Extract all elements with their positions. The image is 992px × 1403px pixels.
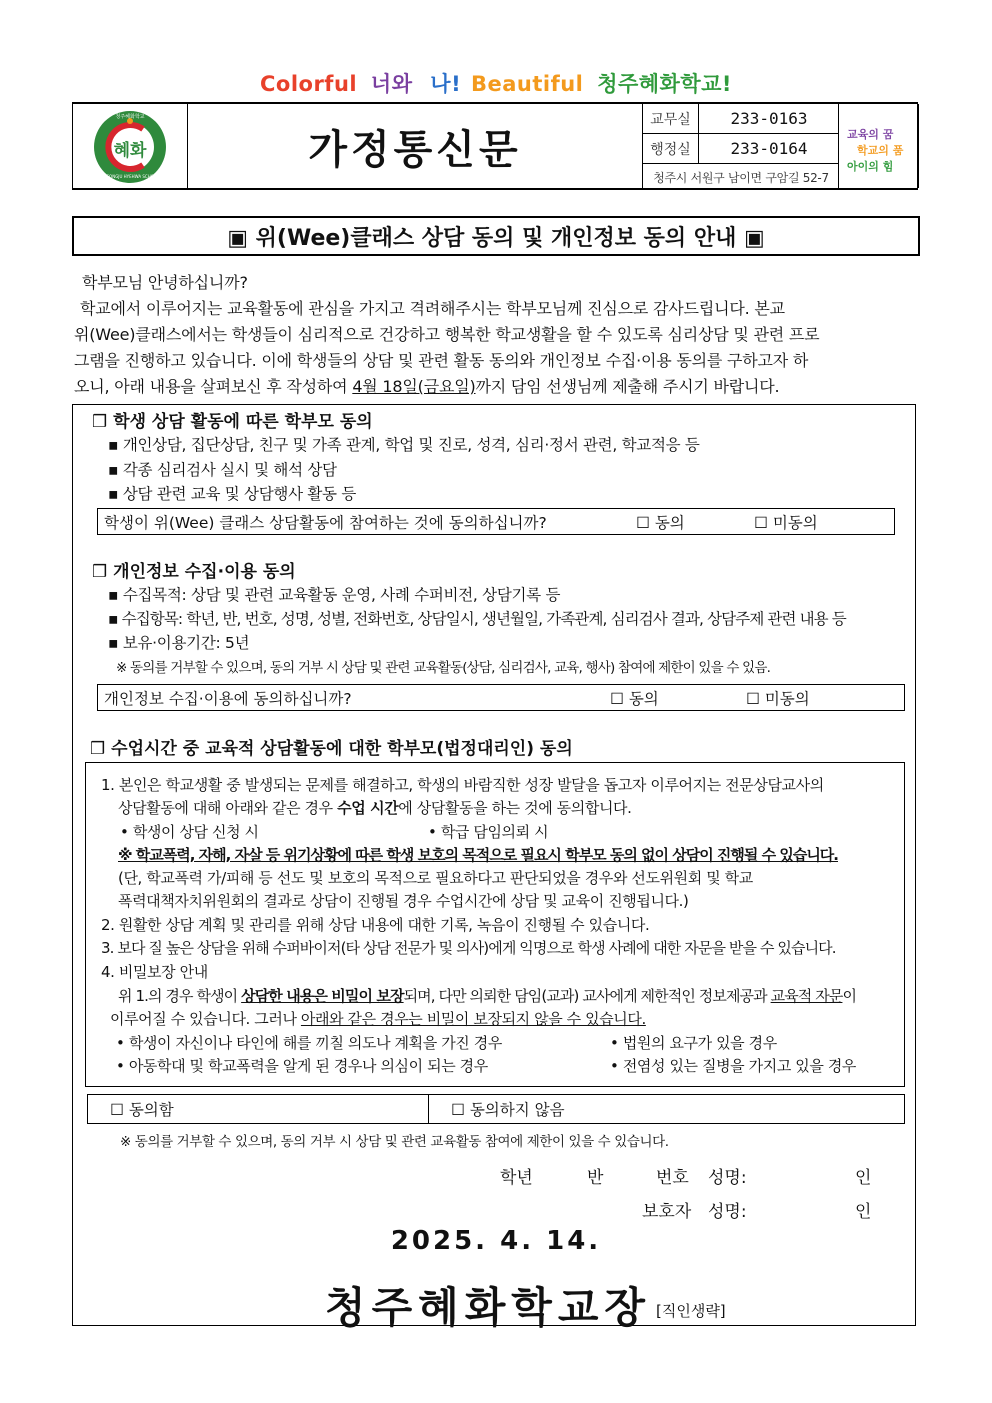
section2-question-box xyxy=(97,684,905,711)
section2-note: ※ 동의를 거부할 수 있으며, 동의 거부 시 상담 및 관련 교육활동(상담, 심리검사, 교육, 행사) 참여에 제한이 있을 수 있음. xyxy=(116,660,771,676)
sig-class: 반 xyxy=(587,1168,604,1188)
logo-text: 혜화 xyxy=(113,141,147,161)
sig-grade: 학년 xyxy=(500,1168,533,1188)
consent-item-4: 4. 비밀보장 안내 xyxy=(101,963,208,981)
title-cell xyxy=(188,104,643,188)
contact-value: 233-0164 xyxy=(730,139,808,158)
confidentiality-text: 되며, 다만 의뢰한 담임(교과) 교사에게 제한적인 정보제공과 xyxy=(403,987,771,1005)
intro-line-4c: 까지 담임 선생님께 제출해 주시기 바랍니다. xyxy=(475,377,780,396)
slogan-colorful: Colorful xyxy=(259,72,358,96)
sig-name-label: 성명: xyxy=(708,1168,747,1188)
slogan-me: 나! xyxy=(430,72,462,96)
section3-agree-row xyxy=(87,1094,905,1124)
section2-item: ▪ 수집목적: 상담 및 관련 교육활동 운영, 사례 수퍼비전, 상담기록 등 xyxy=(108,586,561,604)
letter-header xyxy=(72,102,918,190)
section2-question: 개인정보 수집·이용에 동의하십니까? xyxy=(104,689,352,708)
exception-abuse: • 아동학대 및 학교폭력을 알게 된 경우나 의심이 되는 경우 xyxy=(116,1057,488,1075)
section1-agree-checkbox[interactable]: ☐ 동의 xyxy=(636,513,685,532)
sig-guardian: 보호자 xyxy=(642,1202,692,1222)
page-title: 가정통신문 xyxy=(308,126,522,173)
consent-case-student: • 학생이 상담 신청 시 xyxy=(120,823,259,841)
brand-cell xyxy=(839,104,919,188)
consent-item-1a: 1. 본인은 학교생활 중 발생되는 문제를 해결하고, 학생의 바람직한 성장 발달을 돕고자 이루어지는 전문상담교사의 xyxy=(101,776,824,794)
contact-cell xyxy=(643,104,839,188)
issue-date: 2025. 4. 14. xyxy=(390,1226,602,1256)
intro-line-3: 그램을 진행하고 있습니다. 이에 학생들의 상담 및 관련 활동 동의와 개인정보 수집·이용 동의를 구하고자 하 xyxy=(74,351,809,370)
section1-item: ▪ 개인상담, 집단상담, 친구 및 가족 관계, 학업 및 진로, 성격, 심리·정서 관련, 학교적응 등 xyxy=(108,436,700,454)
consent-item-2: 2. 원활한 상담 계획 및 관리를 위해 상담 내용에 대한 기록, 녹음이 진행될 수 있습니다. xyxy=(101,916,650,934)
consent-item-1f: 폭력대책자치위원회의 결과로 상담이 진행될 경우 수업시간에 상담 및 교육이 진행됩니다.) xyxy=(118,892,689,910)
section2-item: ▪ 수집항목: 학년, 반, 번호, 성명, 성별, 전화번호, 상담일시, 생년월일, 가족관계, 심리검사 결과, 상담주제 관련 내용 등 xyxy=(108,610,846,628)
banner-title: ▣ 위(Wee)클래스 상담 동의 및 개인정보 동의 안내 ▣ xyxy=(227,225,765,251)
seal-note: [직인생략] xyxy=(656,1302,726,1320)
contact-row-office xyxy=(643,104,839,134)
section1-question-box xyxy=(97,508,895,535)
section1-disagree-checkbox[interactable]: ☐ 미동의 xyxy=(754,513,818,532)
sig-number: 번호 xyxy=(656,1168,689,1188)
consent-case-teacher: • 학급 담임의뢰 시 xyxy=(428,823,549,841)
section3-disagree-checkbox[interactable]: ☐ 동의하지 않음 xyxy=(451,1101,565,1119)
contact-value: 233-0163 xyxy=(730,109,808,128)
sig-guardian-name-label: 성명: xyxy=(708,1202,747,1222)
intro-greeting: 학부모님 안녕하십니까? xyxy=(82,273,248,292)
school-address: 청주시 서원구 남이면 구암길 52-7 xyxy=(653,170,829,185)
logo-ring-bottom: CHEONGJU HYEHWA SCHOOL xyxy=(100,174,160,179)
contact-label: 교무실 xyxy=(643,104,699,133)
confidentiality-exception-emphasis: 아래와 같은 경우는 비밀이 보장되지 않을 수 있습니다. xyxy=(300,1010,646,1028)
section1-question: 학생이 위(Wee) 클래스 상담활동에 참여하는 것에 동의하십니까? xyxy=(104,513,547,532)
notice-banner xyxy=(72,216,920,256)
section2-item: ▪ 보유·이용기간: 5년 xyxy=(108,634,250,652)
exception-self-harm: • 학생이 자신이나 타인에 해를 끼칠 의도나 계획을 가진 경우 xyxy=(116,1034,502,1052)
consent-item-1b xyxy=(118,797,632,818)
contact-label: 행정실 xyxy=(643,134,699,163)
exception-court: • 법원의 요구가 있을 경우 xyxy=(610,1034,777,1052)
school-slogan xyxy=(0,68,992,98)
confidentiality-text: 위 1.의 경우 학생이 xyxy=(118,987,242,1005)
contact-row-admin xyxy=(643,134,839,164)
intro-line-2: 위(Wee)클래스에서는 학생들이 심리적으로 건강하고 행복한 학교생활을 할 수 있도록 심리상담 및 관련 프로 xyxy=(74,325,820,344)
due-date: 4월 18일(금요일) xyxy=(352,377,476,396)
exception-disease: • 전염성 있는 질병을 가지고 있을 경우 xyxy=(610,1057,857,1075)
school-logo-cell xyxy=(73,104,188,188)
sig-stamp: 인 xyxy=(855,1168,872,1188)
confidentiality-line-2 xyxy=(110,1008,646,1029)
slogan-beautiful: Beautiful xyxy=(470,72,584,96)
consent-item-1b-post: 에 상담활동을 하는 것에 동의합니다. xyxy=(398,799,632,817)
section3-title: ❒ 수업시간 중 교육적 상담활동에 대한 학부모(법정대리인) 동의 xyxy=(90,739,573,759)
slogan-you-and: 너와 xyxy=(370,72,413,96)
intro-line-4 xyxy=(74,374,779,397)
brand-line-3: 아이의 힘 xyxy=(847,160,894,173)
intro-line-1: 학교에서 이루어지는 교육활동에 관심을 가지고 격려해주시는 학부모님께 진심으로 감사드립니다. 본교 xyxy=(80,299,785,318)
section1-item: ▪ 상담 관련 교육 및 상담행사 활동 등 xyxy=(108,485,357,503)
brand-line-2: 학교의 품 xyxy=(857,144,904,157)
section3-note: ※ 동의를 거부할 수 있으며, 동의 거부 시 상담 및 관련 교육활동 참여에 제한이 있을 수 있습니다. xyxy=(120,1134,669,1150)
educational-advice-emphasis: 교육적 자문 xyxy=(770,987,843,1005)
section2-disagree-checkbox[interactable]: ☐ 미동의 xyxy=(746,689,810,708)
consent-item-1e: (단, 학교폭력 가/피해 등 선도 및 보호의 목적으로 필요하다고 판단되었을 경우와 선도위원회 및 학교 xyxy=(118,869,753,887)
logo-ring-top: 청주혜화학교 xyxy=(115,114,145,120)
slogan-school: 청주혜화학교! xyxy=(597,72,732,96)
sig-guardian-stamp: 인 xyxy=(855,1202,872,1222)
section3-agree-checkbox[interactable]: ☐ 동의함 xyxy=(88,1095,429,1123)
intro-line-4a: 오니, 아래 내용을 살펴보신 후 작성하여 xyxy=(74,377,353,396)
confidentiality-text: 이루어질 수 있습니다. 그러나 xyxy=(110,1010,301,1028)
brand-line-1: 교육의 꿈 xyxy=(847,128,894,141)
confidentiality-emphasis: 상담한 내용은 비밀이 보장 xyxy=(241,987,404,1005)
confidentiality-line-1 xyxy=(118,985,856,1006)
consent-item-1b-pre: 상담활동에 대해 아래와 같은 경우 xyxy=(118,799,338,817)
class-time-emphasis: 수업 시간 xyxy=(337,799,399,817)
section1-item: ▪ 각종 심리검사 실시 및 해석 상담 xyxy=(108,461,337,479)
crisis-notice: ※ 학교폭력, 자해, 자살 등 위기상황에 따른 학생 보호의 목적으로 필요시 학부모 동의 없이 상담이 진행될 수 있습니다. xyxy=(118,846,838,864)
section2-agree-checkbox[interactable]: ☐ 동의 xyxy=(610,689,659,708)
section2-title: ❒ 개인정보 수집·이용 동의 xyxy=(92,562,296,582)
confidentiality-text: 이 xyxy=(842,987,857,1005)
principal-name: 청주혜화학교장 xyxy=(325,1283,652,1332)
section1-title: ❒ 학생 상담 활동에 따른 학부모 동의 xyxy=(92,412,373,432)
consent-item-3: 3. 보다 질 높은 상담을 위해 수퍼바이저(타 상담 전문가 및 의사)에게 익명으로 학생 사례에 대한 자문을 받을 수 있습니다. xyxy=(101,939,836,957)
